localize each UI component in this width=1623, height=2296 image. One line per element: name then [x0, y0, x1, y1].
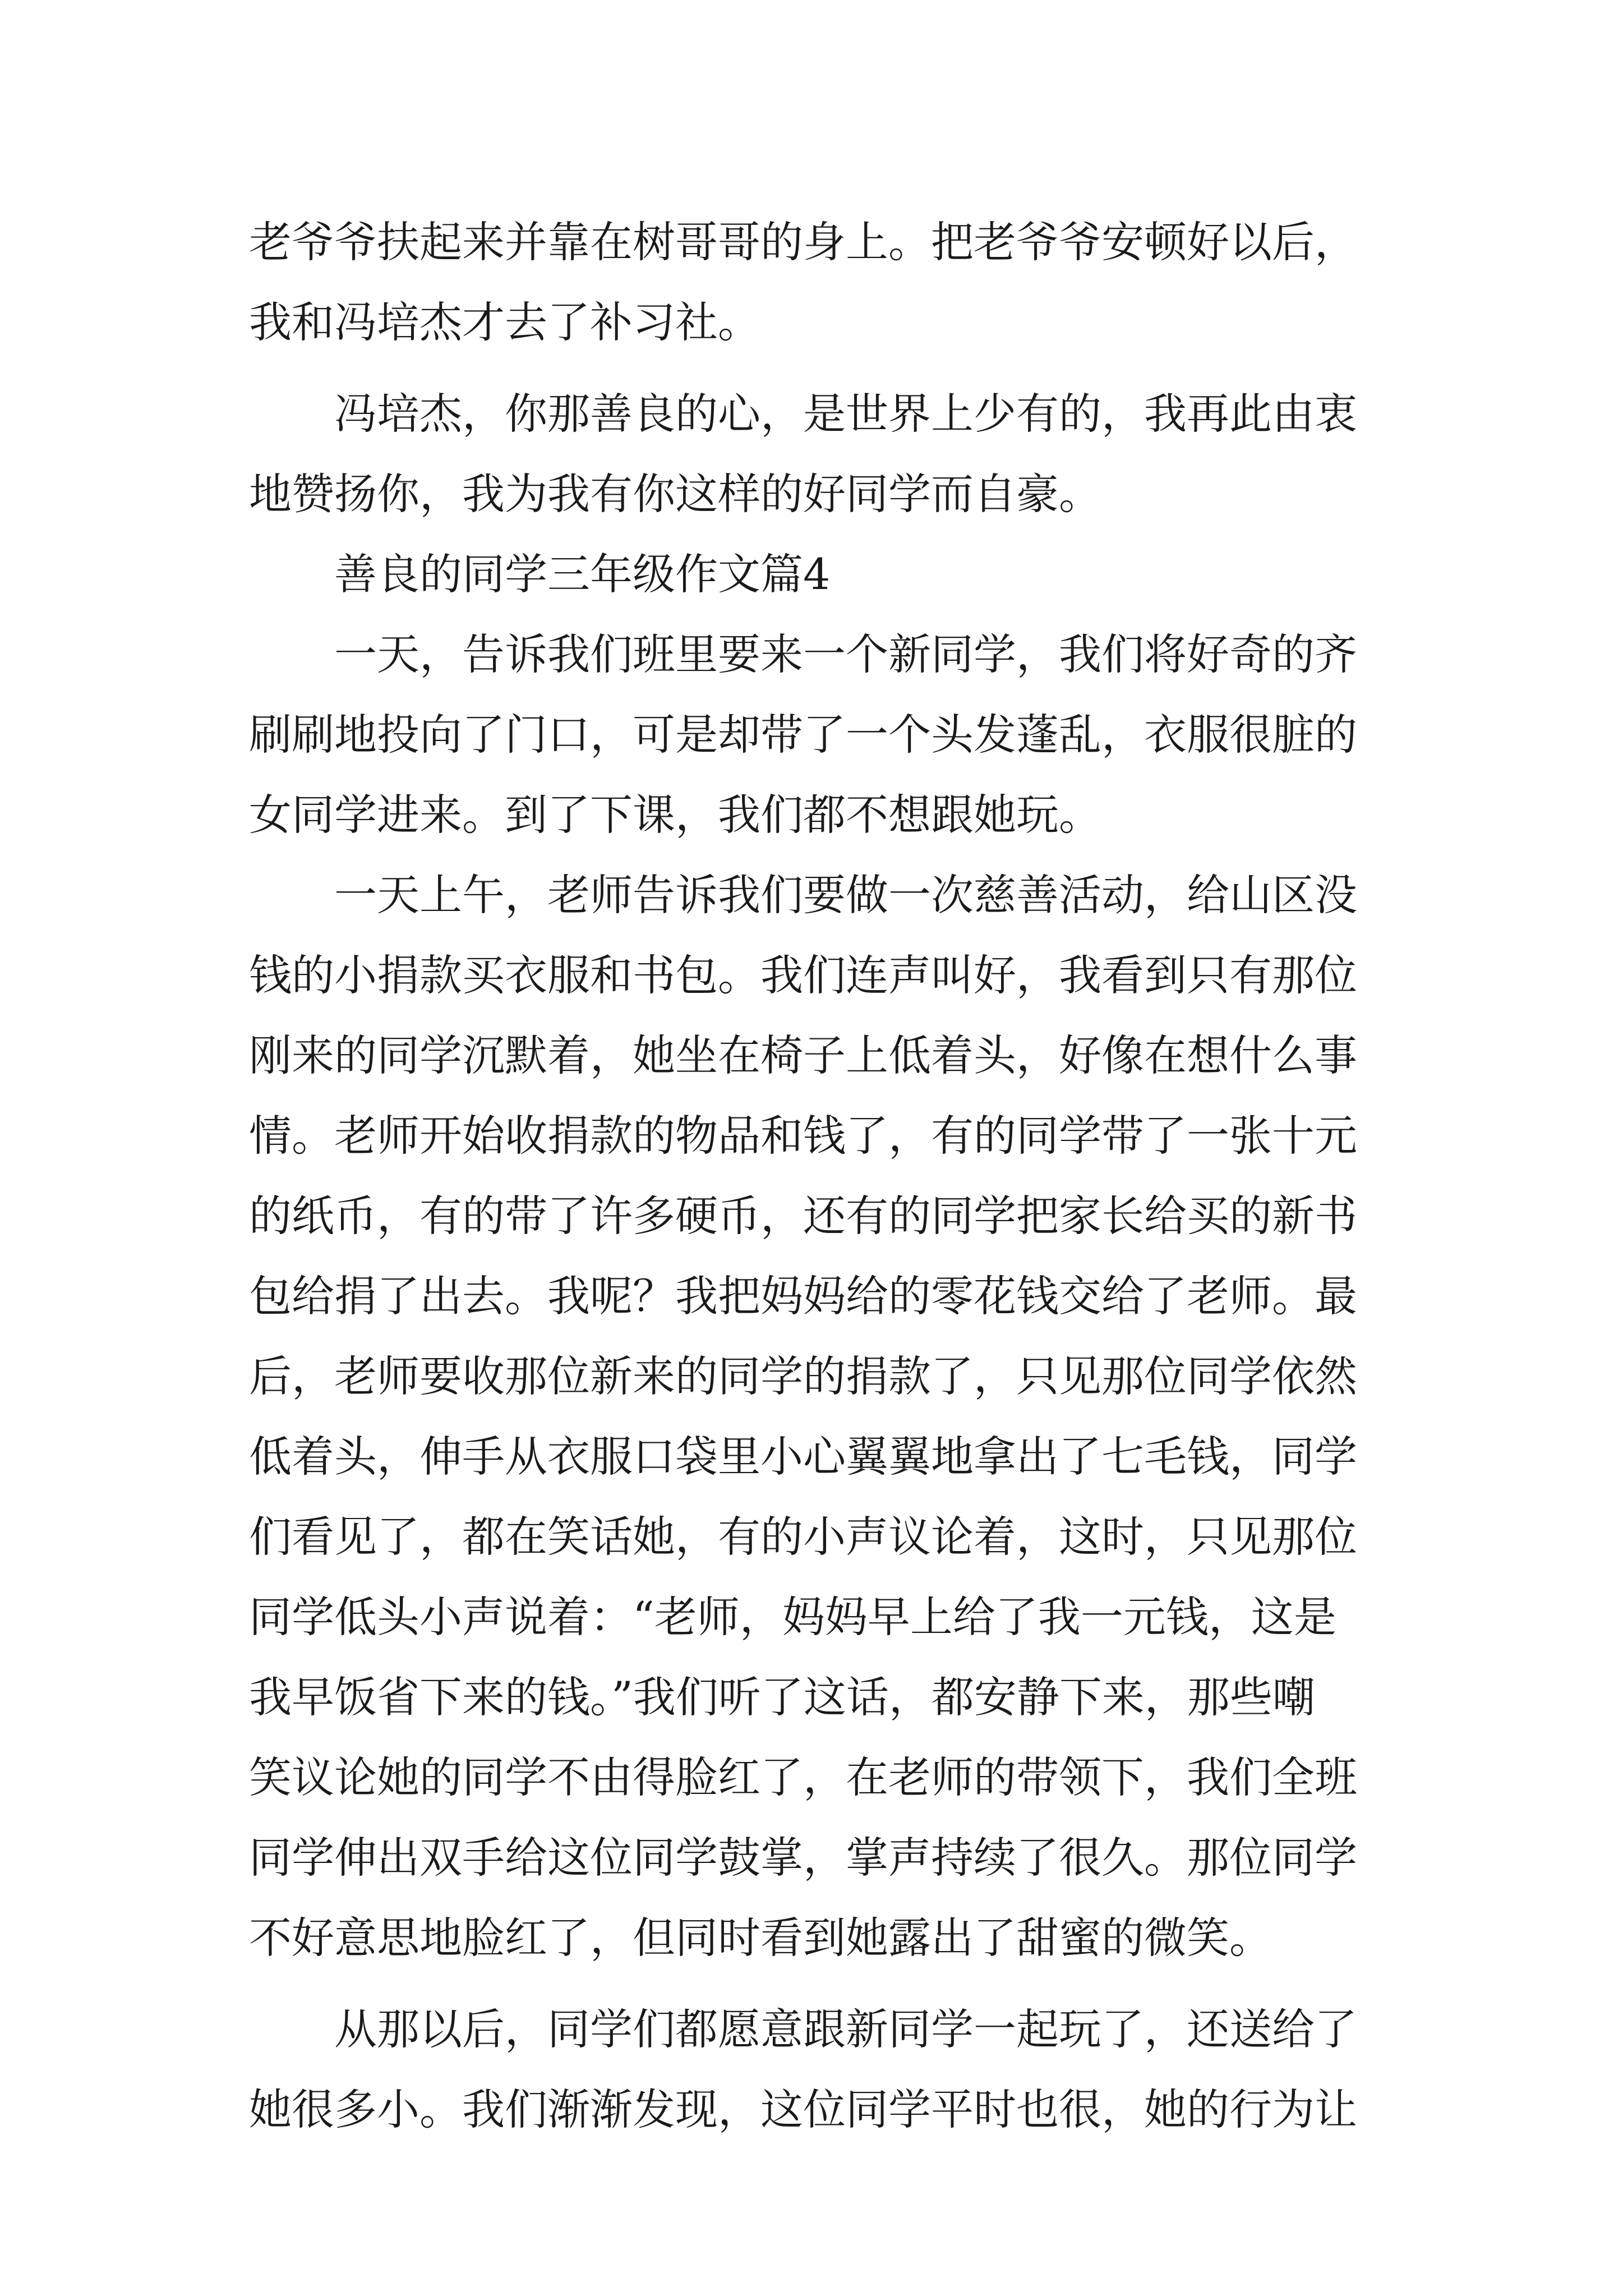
- text-line: 她很多小。我们渐渐发现，这位同学平时也很，她的行为让: [249, 2085, 1357, 2134]
- text-line: 刷刷地投向了门口，可是却带了一个头发蓬乱，衣服很脏的: [249, 710, 1357, 760]
- text-line: 情。老师开始收捐款的物品和钱了，有的同学带了一张十元: [249, 1111, 1357, 1161]
- text-line: 一天上午，老师告诉我们要做一次慈善活动，给山区没: [249, 870, 1357, 920]
- text-line: 我和冯培杰才去了补习社。: [249, 297, 760, 347]
- text-line: 不好意思地脸红了，但同时看到她露出了甜蜜的微笑。: [249, 1913, 1272, 1963]
- text-line: 笑议论她的同学不由得脸红了，在老师的带领下，我们全班: [249, 1752, 1357, 1802]
- text-line: 钱的小捐款买衣服和书包。我们连声叫好，我看到只有那位: [249, 950, 1357, 1000]
- text-line: 后，老师要收那位新来的同学的捐款了，只见那位同学依然: [249, 1351, 1357, 1401]
- section-heading: 善良的同学三年级作文篇4: [249, 549, 831, 599]
- text-line: 们看见了，都在笑话她，有的小声议论着，这时，只见那位: [249, 1512, 1357, 1562]
- text-line: 的纸币，有的带了许多硬币，还有的同学把家长给买的新书: [249, 1191, 1357, 1241]
- text-line: 老爷爷扶起来并靠在树哥哥的身上。把老爷爷安顿好以后，: [249, 217, 1357, 267]
- text-line: 包给捐了出去。我呢？我把妈妈给的零花钱交给了老师。最: [249, 1271, 1357, 1321]
- text-line: 低着头，伸手从衣服口袋里小心翼翼地拿出了七毛钱，同学: [249, 1432, 1357, 1481]
- text-line: 我早饭省下来的钱。”我们听了这话，都安静下来，那些嘲: [249, 1672, 1315, 1722]
- document-body: [249, 202, 1393, 2150]
- text-line: 冯培杰，你那善良的心，是世界上少有的，我再此由衷: [249, 389, 1357, 439]
- text-line: 刚来的同学沉默着，她坐在椅子上低着头，好像在想什么事: [249, 1030, 1357, 1080]
- text-line: 同学伸出双手给这位同学鼓掌，掌声持续了很久。那位同学: [249, 1833, 1357, 1883]
- text-line: 女同学进来。到了下课，我们都不想跟她玩。: [249, 790, 1101, 840]
- text-line: 同学低头小声说着：“老师，妈妈早上给了我一元钱，这是: [249, 1592, 1336, 1642]
- text-line: 地赞扬你，我为我有你这样的好同学而自豪。: [249, 469, 1101, 519]
- text-line: 一天，告诉我们班里要来一个新同学，我们将好奇的齐: [249, 629, 1357, 679]
- text-line: 从那以后，同学们都愿意跟新同学一起玩了，还送给了: [249, 2004, 1357, 2054]
